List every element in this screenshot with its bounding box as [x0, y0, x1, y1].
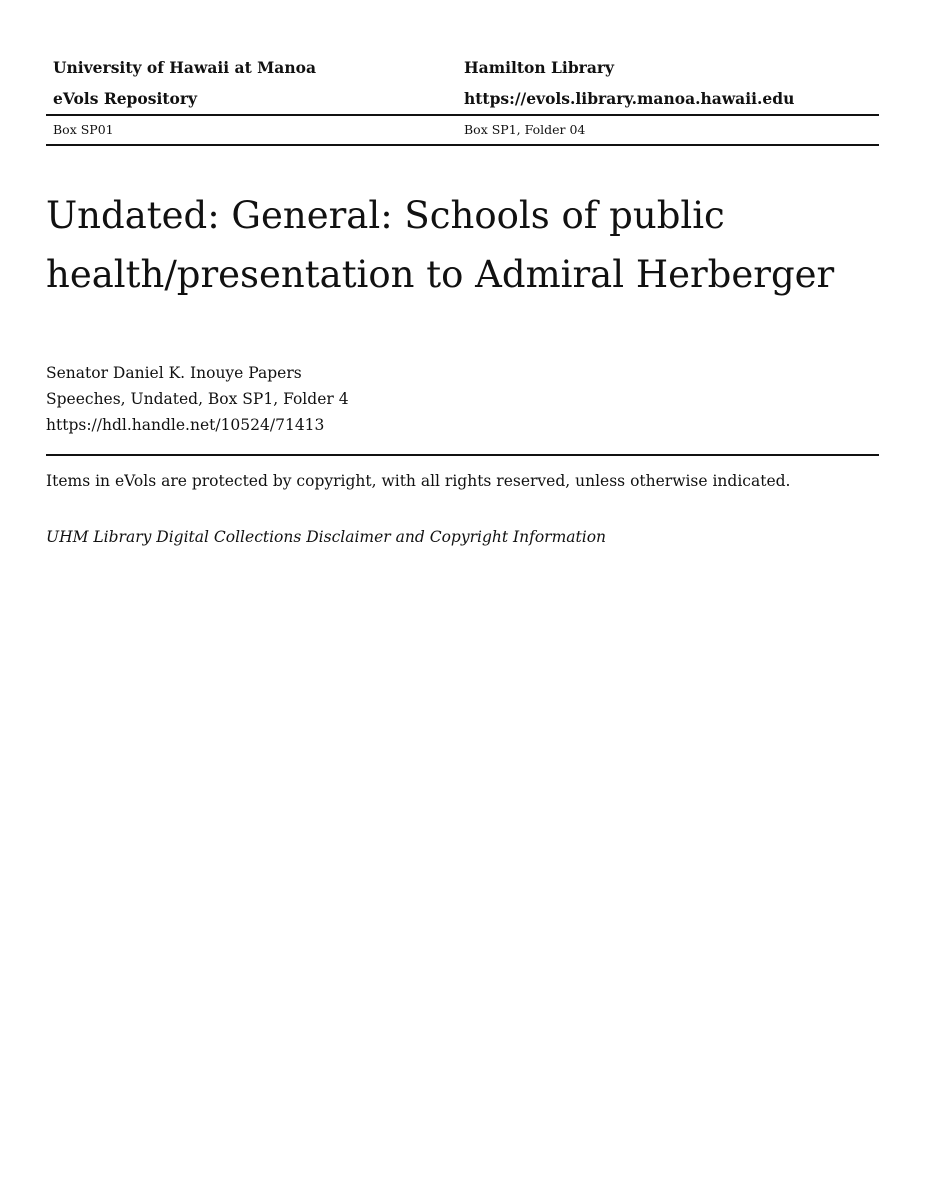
footer-divider: [46, 454, 879, 456]
disclaimer-link[interactable]: UHM Library Digital Collections Disclaimer and Copyright Information: [46, 528, 607, 546]
rights-statement: Items in eVols are protected by copyright, with all rights reserved, unless otherwise indicated.: [46, 472, 791, 490]
repository-url-link[interactable]: https://evols.library.manoa.hawaii.edu: [464, 89, 795, 108]
series-location: Speeches, Undated, Box SP1, Folder 4: [46, 390, 349, 408]
repository-name: eVols Repository: [53, 89, 198, 108]
header-row-second: [46, 83, 879, 114]
collection-name: Senator Daniel K. Inouye Papers: [46, 364, 302, 382]
box-label: Box SP01: [53, 122, 114, 137]
box-folder-label: Box SP1, Folder 04: [464, 122, 586, 137]
header-row-box: [46, 116, 879, 144]
document-header: [46, 52, 879, 146]
library-name: Hamilton Library: [464, 58, 615, 77]
institution-name: University of Hawaii at Manoa: [53, 58, 316, 77]
header-divider-bottom: [46, 144, 879, 146]
handle-link[interactable]: https://hdl.handle.net/10524/71413: [46, 416, 325, 434]
document-title: Undated: General: Schools of public health/presentation to Admiral Herberger: [46, 194, 835, 296]
header-row-top: [46, 52, 879, 83]
document-metadata: [46, 360, 349, 438]
